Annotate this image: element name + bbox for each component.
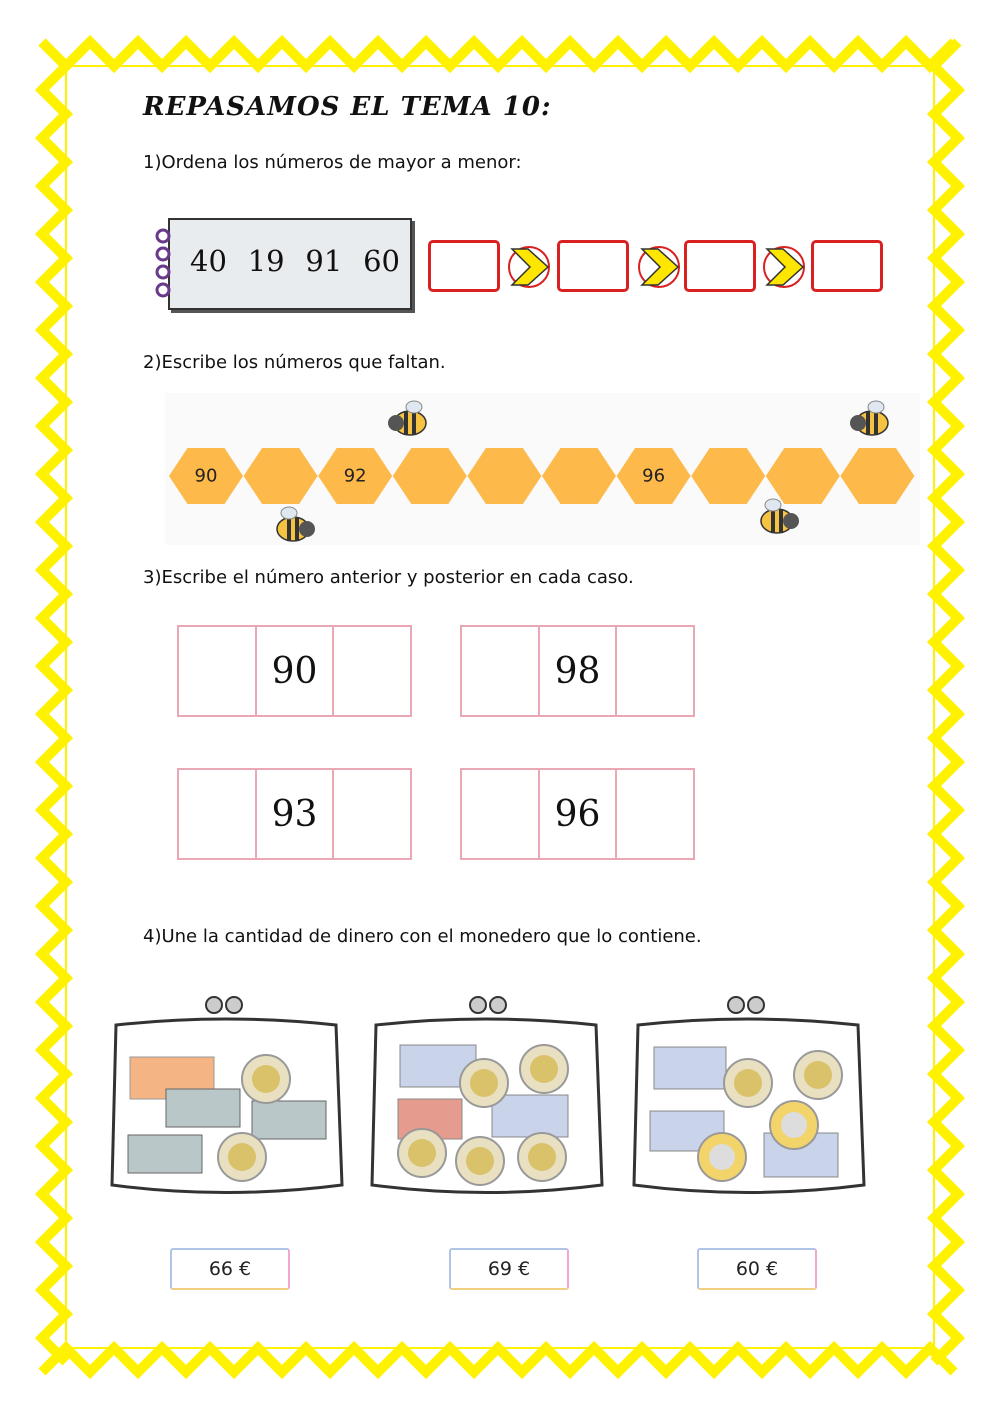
purse-icon[interactable] — [628, 995, 868, 1205]
given-number: 96 — [540, 770, 618, 858]
neighbor-box — [460, 625, 695, 717]
page-title: REPASAMOS EL TEMA 10: — [143, 92, 552, 122]
instruction-4: 4)Une la cantidad de dinero con el monedero que lo contiene. — [143, 926, 702, 947]
purse-icon[interactable] — [366, 995, 606, 1205]
purse-icon[interactable] — [106, 995, 346, 1205]
numbers-to-order — [190, 244, 400, 278]
order-answer-box-3[interactable] — [684, 240, 756, 292]
next-number-input[interactable] — [334, 627, 410, 715]
order-answer-box-2[interactable] — [557, 240, 629, 292]
instruction-2: 2)Escribe los números que faltan. — [143, 352, 446, 373]
neighbor-box — [460, 768, 695, 860]
hexagon-number: 96 — [642, 465, 666, 487]
previous-number-input[interactable] — [462, 627, 540, 715]
previous-number-input[interactable] — [179, 627, 257, 715]
order-answer-box-4[interactable] — [811, 240, 883, 292]
price-label-69[interactable]: 69 € — [449, 1248, 569, 1290]
number-item: 91 — [305, 244, 343, 278]
next-number-input[interactable] — [334, 770, 410, 858]
number-item: 19 — [247, 244, 285, 278]
neighbor-box — [177, 768, 412, 860]
hexagon-number: 92 — [343, 465, 367, 487]
given-number: 98 — [540, 627, 618, 715]
number-item: 40 — [190, 244, 227, 278]
spiral-binding-icon — [150, 226, 176, 306]
instruction-3: 3)Escribe el número anterior y posterior en cada caso. — [143, 567, 634, 588]
greater-than-arrow-icon — [761, 243, 807, 291]
honeycomb-strip — [165, 393, 920, 545]
order-answer-box-1[interactable] — [428, 240, 500, 292]
given-number: 93 — [257, 770, 335, 858]
next-number-input[interactable] — [617, 770, 693, 858]
greater-than-arrow-icon — [506, 243, 552, 291]
next-number-input[interactable] — [617, 627, 693, 715]
neighbor-box — [177, 625, 412, 717]
previous-number-input[interactable] — [179, 770, 257, 858]
price-label-66[interactable]: 66 € — [170, 1248, 290, 1290]
greater-than-arrow-icon — [636, 243, 682, 291]
number-item: 60 — [363, 244, 400, 278]
price-label-60[interactable]: 60 € — [697, 1248, 817, 1290]
given-number: 90 — [257, 627, 335, 715]
hexagon-number: 90 — [194, 465, 218, 487]
previous-number-input[interactable] — [462, 770, 540, 858]
instruction-1: 1)Ordena los números de mayor a menor: — [143, 152, 522, 173]
